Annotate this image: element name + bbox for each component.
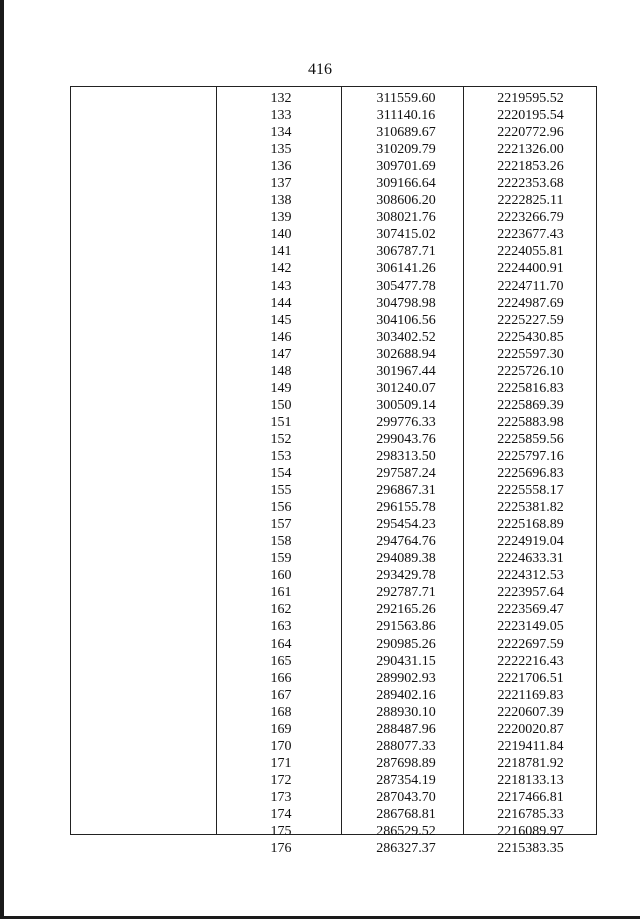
- y-coordinate-cell: 2225597.30: [497, 346, 564, 362]
- row-index-cell: 156: [270, 500, 292, 516]
- row-index-cell: 176: [270, 841, 292, 857]
- row-index-cell: 153: [270, 448, 292, 464]
- y-coordinate-cell: 2223149.05: [497, 619, 564, 635]
- y-coordinate-cell: 2225168.89: [497, 517, 564, 533]
- x-coordinate-cell: 300509.14: [376, 397, 436, 413]
- x-coordinate-cell: 290431.15: [376, 653, 436, 669]
- row-index-cell: 146: [270, 329, 292, 345]
- y-coordinate-cell: 2224711.70: [497, 278, 564, 294]
- row-index-cell: 155: [270, 483, 292, 499]
- y-coordinate-cell: 2218133.13: [497, 772, 564, 788]
- row-index-cell: 164: [270, 636, 292, 652]
- x-coordinate-cell: 294089.38: [376, 551, 436, 567]
- y-coordinate-cell: 2225869.39: [497, 397, 564, 413]
- x-coordinate-cell: 306787.71: [376, 244, 436, 260]
- x-coordinate-cell: 301240.07: [376, 380, 436, 396]
- x-coordinate-cell: 287354.19: [376, 772, 436, 788]
- table-row: [71, 192, 596, 209]
- x-coordinate-cell: 311140.16: [376, 108, 436, 124]
- y-coordinate-cell: 2222697.59: [497, 636, 564, 652]
- table-row: [71, 414, 596, 431]
- x-coordinate-cell: 292165.26: [376, 602, 436, 618]
- table-row: [71, 295, 596, 312]
- x-coordinate-cell: 286529.52: [376, 824, 436, 840]
- table-row: [71, 772, 596, 789]
- x-coordinate-cell: 301967.44: [376, 363, 436, 379]
- y-coordinate-cell: 2224400.91: [497, 261, 564, 277]
- row-index-cell: 157: [270, 517, 292, 533]
- y-coordinate-cell: 2222825.11: [497, 193, 564, 209]
- table-row: [71, 380, 596, 397]
- y-coordinate-cell: 2220020.87: [497, 721, 564, 737]
- x-coordinate-cell: 309701.69: [376, 159, 436, 175]
- y-coordinate-cell: 2220607.39: [497, 704, 564, 720]
- table-row: [71, 260, 596, 277]
- table-row: [71, 721, 596, 738]
- row-index-cell: 152: [270, 431, 292, 447]
- y-coordinate-cell: 2225816.83: [497, 380, 564, 396]
- y-coordinate-cell: 2224055.81: [497, 244, 564, 260]
- x-coordinate-cell: 287698.89: [376, 755, 436, 771]
- y-coordinate-cell: 2219595.52: [497, 91, 564, 106]
- x-coordinate-cell: 296867.31: [376, 483, 436, 499]
- table-row: [71, 806, 596, 823]
- y-coordinate-cell: 2223677.43: [497, 227, 564, 243]
- y-coordinate-cell: 2225558.17: [497, 483, 564, 499]
- row-index-cell: 162: [270, 602, 292, 618]
- y-coordinate-cell: 2225883.98: [497, 414, 564, 430]
- y-coordinate-cell: 2225859.56: [497, 431, 564, 447]
- row-index-cell: 138: [270, 193, 292, 209]
- table-row: [71, 533, 596, 550]
- table-row: [71, 346, 596, 363]
- table-row: [71, 226, 596, 243]
- table-body: [71, 90, 596, 857]
- x-coordinate-cell: 306141.26: [376, 261, 436, 277]
- table-row: [71, 653, 596, 670]
- row-index-cell: 173: [270, 789, 292, 805]
- y-coordinate-cell: 2225381.82: [497, 500, 564, 516]
- x-coordinate-cell: 304798.98: [376, 295, 436, 311]
- x-coordinate-cell: 294764.76: [376, 534, 436, 550]
- x-coordinate-cell: 292787.71: [376, 585, 436, 601]
- table-row: [71, 840, 596, 857]
- row-index-cell: 147: [270, 346, 292, 362]
- row-index-cell: 137: [270, 176, 292, 192]
- row-index-cell: 172: [270, 772, 292, 788]
- table-row: [71, 636, 596, 653]
- table-row: [71, 329, 596, 346]
- table-row: [71, 90, 596, 107]
- row-index-cell: 145: [270, 312, 292, 328]
- y-coordinate-cell: 2220195.54: [497, 108, 564, 124]
- table-row: [71, 158, 596, 175]
- x-coordinate-cell: 299776.33: [376, 414, 436, 430]
- row-index-cell: 174: [270, 806, 292, 822]
- row-index-cell: 159: [270, 551, 292, 567]
- table-row: [71, 618, 596, 635]
- x-coordinate-cell: 305477.78: [376, 278, 436, 294]
- row-index-cell: 142: [270, 261, 292, 277]
- page-number: 416: [308, 61, 332, 78]
- row-index-cell: 134: [270, 125, 292, 141]
- y-coordinate-cell: 2222216.43: [497, 653, 564, 669]
- table-row: [71, 687, 596, 704]
- y-coordinate-cell: 2215383.35: [497, 841, 564, 857]
- y-coordinate-cell: 2221706.51: [497, 670, 564, 686]
- x-coordinate-cell: 303402.52: [376, 329, 436, 345]
- coordinate-table: [70, 86, 597, 857]
- table-row: [71, 823, 596, 840]
- y-coordinate-cell: 2222353.68: [497, 176, 564, 192]
- table-row: [71, 141, 596, 158]
- x-coordinate-cell: 293429.78: [376, 568, 436, 584]
- y-coordinate-cell: 2221853.26: [497, 159, 564, 175]
- table-row: [71, 789, 596, 806]
- row-index-cell: 135: [270, 142, 292, 158]
- y-coordinate-cell: 2225227.59: [497, 312, 564, 328]
- x-coordinate-cell: 304106.56: [376, 312, 436, 328]
- x-coordinate-cell: 288487.96: [376, 721, 436, 737]
- y-coordinate-cell: 2216785.33: [497, 806, 564, 822]
- row-index-cell: 149: [270, 380, 292, 396]
- x-coordinate-cell: 296155.78: [376, 500, 436, 516]
- y-coordinate-cell: 2223957.64: [497, 585, 564, 601]
- y-coordinate-cell: 2218781.92: [497, 755, 564, 771]
- row-index-cell: 175: [270, 824, 292, 840]
- table-row: [71, 278, 596, 295]
- x-coordinate-cell: 289902.93: [376, 670, 436, 686]
- y-coordinate-cell: 2223266.79: [497, 210, 564, 226]
- row-index-cell: 141: [270, 244, 292, 260]
- y-coordinate-cell: 2225696.83: [497, 466, 564, 482]
- table-row: [71, 516, 596, 533]
- table-row: [71, 363, 596, 380]
- table-row: [71, 584, 596, 601]
- x-coordinate-cell: 302688.94: [376, 346, 436, 362]
- row-index-cell: 144: [270, 295, 292, 311]
- x-coordinate-cell: 310689.67: [376, 125, 436, 141]
- x-coordinate-cell: 307415.02: [376, 227, 436, 243]
- row-index-cell: 161: [270, 585, 292, 601]
- row-index-cell: 140: [270, 227, 292, 243]
- table-row: [71, 482, 596, 499]
- y-coordinate-cell: 2216089.97: [497, 824, 564, 840]
- table-row: [71, 448, 596, 465]
- table-row: [71, 738, 596, 755]
- y-coordinate-cell: 2225797.16: [497, 448, 564, 464]
- x-coordinate-cell: 298313.50: [376, 448, 436, 464]
- table-row: [71, 124, 596, 141]
- y-coordinate-cell: 2225430.85: [497, 329, 564, 345]
- x-coordinate-cell: 311559.60: [376, 91, 436, 106]
- x-coordinate-cell: 289402.16: [376, 687, 436, 703]
- row-index-cell: 171: [270, 755, 292, 771]
- table-row: [71, 243, 596, 260]
- y-coordinate-cell: 2223569.47: [497, 602, 564, 618]
- y-coordinate-cell: 2221326.00: [497, 142, 564, 158]
- table-row: [71, 312, 596, 329]
- table-row: [71, 550, 596, 567]
- row-index-cell: 163: [270, 619, 292, 635]
- x-coordinate-cell: 310209.79: [376, 142, 436, 158]
- x-coordinate-cell: 287043.70: [376, 789, 436, 805]
- row-index-cell: 158: [270, 534, 292, 550]
- table-row: [71, 755, 596, 772]
- scan-edge-left: [0, 0, 4, 919]
- x-coordinate-cell: 288077.33: [376, 738, 436, 754]
- table-row: [71, 499, 596, 516]
- row-index-cell: 136: [270, 159, 292, 175]
- table-row: [71, 209, 596, 226]
- row-index-cell: 139: [270, 210, 292, 226]
- table-row: [71, 704, 596, 721]
- y-coordinate-cell: 2219411.84: [497, 738, 564, 754]
- x-coordinate-cell: 286327.37: [376, 841, 436, 857]
- y-coordinate-cell: 2224987.69: [497, 295, 564, 311]
- row-index-cell: 150: [270, 397, 292, 413]
- x-coordinate-cell: 295454.23: [376, 517, 436, 533]
- row-index-cell: 165: [270, 653, 292, 669]
- table-row: [71, 175, 596, 192]
- table-row: [71, 465, 596, 482]
- x-coordinate-cell: 290985.26: [376, 636, 436, 652]
- row-index-cell: 154: [270, 466, 292, 482]
- y-coordinate-cell: 2224312.53: [497, 568, 564, 584]
- row-index-cell: 143: [270, 278, 292, 294]
- table-row: [71, 107, 596, 124]
- x-coordinate-cell: 308021.76: [376, 210, 436, 226]
- row-index-cell: 151: [270, 414, 292, 430]
- x-coordinate-cell: 309166.64: [376, 176, 436, 192]
- x-coordinate-cell: 308606.20: [376, 193, 436, 209]
- row-index-cell: 170: [270, 738, 292, 754]
- table-row: [71, 601, 596, 618]
- table-row: [71, 567, 596, 584]
- row-index-cell: 168: [270, 704, 292, 720]
- table-row: [71, 397, 596, 414]
- y-coordinate-cell: 2221169.83: [497, 687, 564, 703]
- table-row: [71, 431, 596, 448]
- row-index-cell: 169: [270, 721, 292, 737]
- row-index-cell: 166: [270, 670, 292, 686]
- x-coordinate-cell: 297587.24: [376, 466, 436, 482]
- y-coordinate-cell: 2220772.96: [497, 125, 564, 141]
- y-coordinate-cell: 2225726.10: [497, 363, 564, 379]
- row-index-cell: 148: [270, 363, 292, 379]
- y-coordinate-cell: 2224919.04: [497, 534, 564, 550]
- row-index-cell: 132: [270, 91, 292, 106]
- row-index-cell: 167: [270, 687, 292, 703]
- row-index-cell: 160: [270, 568, 292, 584]
- x-coordinate-cell: 291563.86: [376, 619, 436, 635]
- table-row: [71, 670, 596, 687]
- x-coordinate-cell: 286768.81: [376, 806, 436, 822]
- row-index-cell: 133: [270, 108, 292, 124]
- y-coordinate-cell: 2217466.81: [497, 789, 564, 805]
- x-coordinate-cell: 299043.76: [376, 431, 436, 447]
- y-coordinate-cell: 2224633.31: [497, 551, 564, 567]
- x-coordinate-cell: 288930.10: [376, 704, 436, 720]
